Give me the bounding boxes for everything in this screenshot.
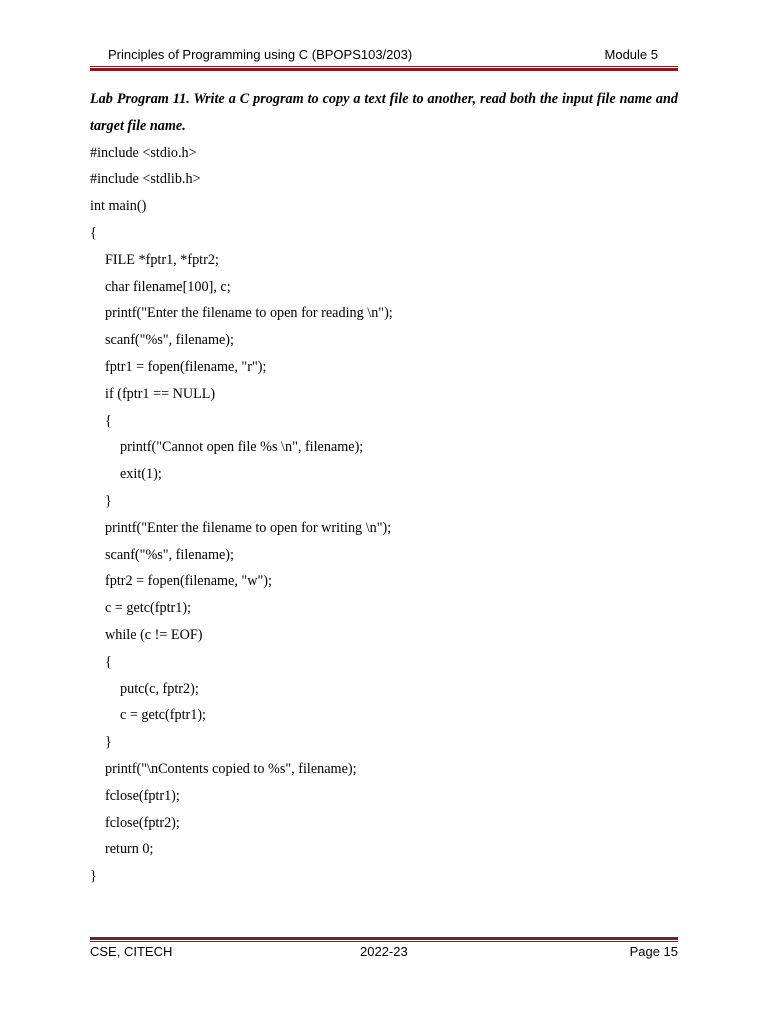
code-line: printf("\nContents copied to %s", filename);: [105, 760, 357, 777]
code-line: int main(): [90, 198, 147, 215]
code-line: printf("Cannot open file %s \n", filename);: [120, 439, 364, 456]
code-line: }: [105, 734, 112, 751]
code-line: #include <stdlib.h>: [90, 171, 201, 188]
code-line: fclose(fptr2);: [105, 814, 180, 831]
code-line: {: [105, 653, 112, 670]
code-line: printf("Enter the filename to open for reading \n");: [105, 305, 393, 322]
footer-department: CSE, CITECH: [90, 944, 173, 959]
code-line: printf("Enter the filename to open for writing \n");: [105, 519, 392, 536]
header-rule-thick: [90, 68, 678, 71]
code-line: c = getc(fptr1);: [120, 707, 206, 724]
code-listing: [90, 140, 678, 890]
code-line: FILE *fptr1, *fptr2;: [105, 251, 219, 268]
code-line: c = getc(fptr1);: [105, 600, 191, 617]
page-footer: [90, 944, 678, 964]
code-line: fptr2 = fopen(filename, "w");: [105, 573, 272, 590]
code-line: char filename[100], c;: [105, 278, 231, 295]
code-line: fclose(fptr1);: [105, 787, 180, 804]
header-module: Module 5: [604, 47, 658, 62]
code-line: scanf("%s", filename);: [105, 332, 234, 349]
code-line: return 0;: [105, 841, 154, 858]
code-line: #include <stdio.h>: [90, 144, 197, 161]
lab-program-title: Lab Program 11. Write a C program to copy a text file to another, read both the input file name and target file name.: [90, 91, 678, 134]
code-line: {: [90, 224, 97, 241]
header-rule-thin: [90, 66, 678, 67]
header-course-title: Principles of Programming using C (BPOPS103/203): [108, 47, 413, 62]
code-line: fptr1 = fopen(filename, "r");: [105, 358, 267, 375]
footer-page-number: Page 15: [629, 944, 678, 959]
footer-rule-thin: [90, 941, 678, 942]
code-line: putc(c, fptr2);: [120, 680, 199, 697]
code-line: while (c != EOF): [105, 626, 203, 643]
page-content: [90, 86, 678, 890]
page-header: [90, 44, 678, 66]
code-line: exit(1);: [120, 466, 162, 483]
code-line: }: [90, 868, 97, 885]
code-line: }: [105, 492, 112, 509]
footer-year: 2022-23: [360, 944, 408, 959]
footer-rule-thick: [90, 937, 678, 940]
code-line: scanf("%s", filename);: [105, 546, 234, 563]
code-line: if (fptr1 == NULL): [105, 385, 216, 402]
code-line: {: [105, 412, 112, 429]
